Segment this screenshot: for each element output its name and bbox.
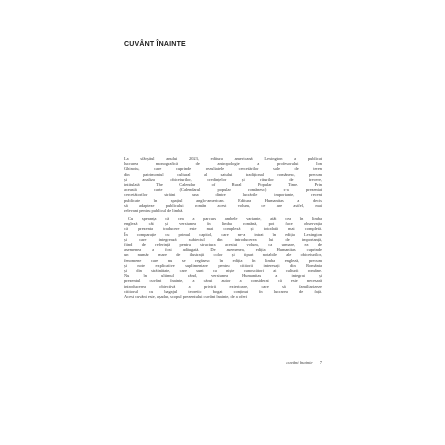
running-head: cuvânt înainte xyxy=(286,360,313,365)
text-line: din patrimoniul cultural al satului tradițional românesc, precum xyxy=(124,171,322,177)
text-line: Ghinoiu, care cuprinde rezultatele cercetărilor sale de teren xyxy=(124,166,322,172)
text-line: un număr mare de ilustrații color și tipuri notabile ale obiceiurilor, xyxy=(124,252,322,258)
body-text xyxy=(124,156,322,302)
text-line: să adapteze publicului român acest volum, ce are astfel, mai xyxy=(124,202,322,208)
text-line: cititorul cu bagajul teoretic bogat conținut în lucrarea de față. xyxy=(124,288,322,294)
text-line: cercetătorilor străini una dintre lucrările importante, recent xyxy=(124,192,322,198)
text-line: această carte (Calendarul popular românesc) s-a prezentat xyxy=(124,187,322,193)
text-line: Cu speranța că cea a parcurs ambele variante, atât cea în limba xyxy=(128,216,322,222)
chapter-heading: CUVÂNT ÎNAINTE xyxy=(124,41,186,48)
text-line: prezentul cuvânt înainte, a cărui autor a considerat că este necesară xyxy=(124,278,322,284)
text-line: și note explicative suplimentare pentru cititorii interesați din România xyxy=(124,262,322,268)
paragraph xyxy=(124,156,322,213)
text-line: fenomene care nu se regăsesc în ediția în limba engleză, precum xyxy=(124,257,322,263)
text-line: și din străinătate, care sunt ca niște cunoscători ai culturii române. xyxy=(124,267,322,273)
text-line: fiind de referință pentru structura acestui volum, ca urmare, ea de xyxy=(124,242,322,247)
page-number: 7 xyxy=(319,360,322,365)
text-line: că prezenta traducere este mai complexă și totodată mai completă. xyxy=(124,226,322,232)
text-line: engleză cât și versiunea în limba română, pot face observația xyxy=(124,221,322,227)
text-line: publicate în spațiul anglo-american. Editura Humanitas a decis xyxy=(124,197,322,203)
text-line: introducerea obiectivă a privirii exterioare, care să familiarizeze xyxy=(124,283,322,289)
text-line: lucrarea monografică de antropologie a profesorului Ion xyxy=(124,161,322,167)
text-line: În comparație cu primul capitol, care ne-a intrat în ediția Lexington xyxy=(124,231,322,237)
text-line: asemenea a fost adăugată. De asemenea, ediția Humanitas cuprinde xyxy=(124,247,322,253)
text-line: Acest cuvânt este, așadar, scopul prezentului cuvânt înainte, de a oferi xyxy=(124,293,248,299)
paragraph xyxy=(124,216,322,299)
text-line: relevant pentru publicul de limbă. xyxy=(124,207,184,213)
text-line: și analiza obiceiurilor, credințelor și riturilor de trecere, xyxy=(124,176,322,182)
text-line: Nu în ultimul rând, versiunea Humanitas a integrat și xyxy=(124,273,322,279)
page-footer xyxy=(286,360,322,365)
text-line: și care integrează subiectul din introducerea lui de importanță, xyxy=(124,236,322,242)
text-line: intitulată The Calendar of Rural Popular Time. Prin xyxy=(124,181,322,187)
text-line: La sfârșitul anului 2023, editura americană Lexington a publicat xyxy=(124,156,322,161)
